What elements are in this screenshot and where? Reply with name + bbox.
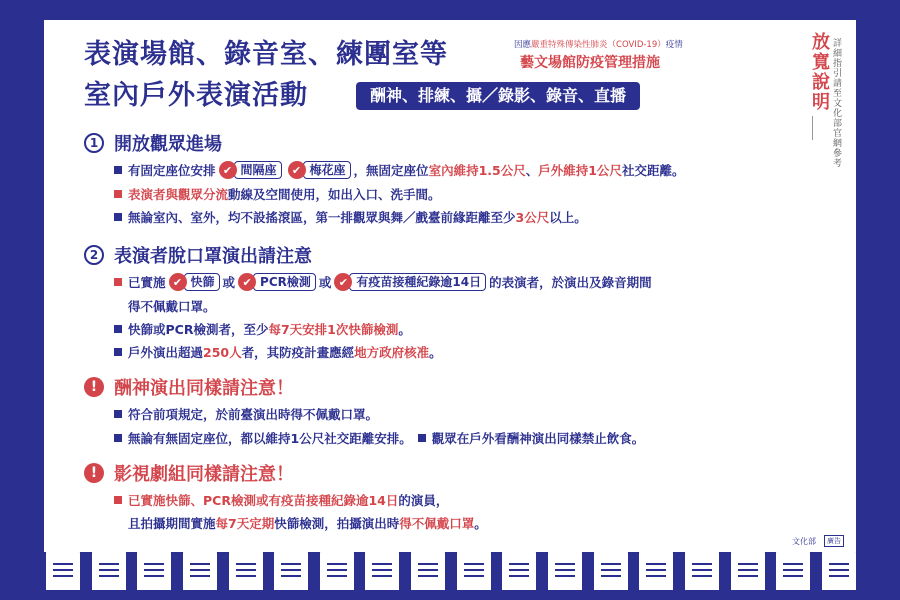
strip-tab-icon [776,550,810,590]
section-2-item-1: 已實施 ✔ 快篩 或 ✔ PCR檢測 或 ✔ 有疫苗接種紀錄逾14日 的表演者，於演出及錄音期間 [114,273,652,291]
exclamation-icon: ! [84,463,104,483]
strip-tab-icon [365,550,399,590]
bullet-icon [114,190,122,198]
check-icon: ✔ [219,161,237,179]
bullet-icon [418,434,426,442]
section-4-item-1: 已實施快篩、PCR檢測或有疫苗接種紀錄逾14日 的演員， [114,491,448,509]
bullet-icon [114,325,122,333]
section-2-heading: 2 表演者脫口罩演出請注意 [84,242,312,268]
check-icon: ✔ [238,273,256,291]
page-title: 表演場館、錄音室、練團室等 [84,39,448,70]
ad-label: 廣告 [824,535,844,547]
number-1-icon: 1 [84,133,104,153]
section-4-heading: ! 影視劇組同樣請注意！ [84,460,294,486]
section-3-item-1: 符合前項規定，於前臺演出時得不佩戴口罩。 [114,405,378,423]
activities-pill: 酬神、排練、攝／錄影、錄音、直播 [356,82,640,110]
decorative-film-strip [46,550,856,590]
strip-tab-icon [639,550,673,590]
bullet-icon [114,410,122,418]
section-4-item-2: 且拍攝期間實施 每7天定期 快篩檢測，拍攝演出時 得不佩戴口罩 。 [128,516,487,531]
reference-note: 詳細指引請至文化部官網參考 [831,38,841,168]
strip-tab-icon [685,550,719,590]
check-icon: ✔ [334,273,352,291]
exclamation-icon: ! [84,377,104,397]
strip-tab-icon [822,550,856,590]
check-tag-rapid-test: ✔ 快篩 [169,273,220,291]
check-tag-vaccinated: ✔ 有疫苗接種紀錄逾14日 [334,273,486,291]
strip-tab-icon [320,550,354,590]
section-1-item-1: 有固定座位安排 ✔ 間隔座 ✔ 梅花座 ，無固定座位 室內維持1.5公尺 、 戶外維持1公尺 社交距離。 [114,161,684,179]
bullet-icon [114,348,122,356]
section-3-item-2: 無論有無固定座位，都以維持1公尺社交距離安排。 觀眾在戶外看酬神演出同樣禁止飲食。 [114,429,644,447]
section-2-item-3: 戶外演出超過 250人 者，其防疫計畫應經 地方政府核准 。 [114,343,442,361]
strip-tab-icon [229,550,263,590]
check-tag-staggered-seating: ✔ 梅花座 [288,161,351,179]
relaxed-label: 放寬說明 [809,32,830,112]
measures-title: 藝文場館防疫管理措施 [520,55,660,71]
section-1-item-3: 無論室內、室外，均不設搖滾區，第一排觀眾與舞／戲臺前緣距離至少 3公尺 以上。 [114,208,587,226]
section-1-item-2: 表演者與觀眾分流 動線及空間使用，如出入口、洗手間。 [114,185,441,203]
strip-tab-icon [548,550,582,590]
strip-tab-icon [502,550,536,590]
strip-tab-icon [183,550,217,590]
strip-tab-icon [594,550,628,590]
strip-tab-icon [731,550,765,590]
bullet-icon [114,434,122,442]
ministry-logo: 文化部 [792,537,816,546]
notice-card [44,20,856,552]
bullet-icon [114,213,122,221]
strip-tab-icon [92,550,126,590]
bullet-icon [114,496,122,504]
context-note: 因應嚴重特殊傳染性肺炎（COVID-19）疫情 [514,40,683,50]
bullet-icon [114,278,122,286]
section-1-heading: 1 開放觀眾進場 [84,130,222,156]
check-tag-pcr: ✔ PCR檢測 [238,273,316,291]
number-2-icon: 2 [84,245,104,265]
check-icon: ✔ [288,161,306,179]
strip-tab-icon [411,550,445,590]
strip-tab-icon [457,550,491,590]
section-3-heading: ! 酬神演出同樣請注意！ [84,374,294,400]
strip-tab-icon [46,550,80,590]
strip-tab-icon [137,550,171,590]
check-tag-spaced-seating: ✔ 間隔座 [219,161,282,179]
bullet-icon [114,166,122,174]
vertical-divider [812,116,813,140]
check-icon: ✔ [169,273,187,291]
section-2-item-1-continued: 得不佩戴口罩。 [128,299,216,314]
strip-tab-icon [274,550,308,590]
page-subtitle: 室內戶外表演活動 [84,80,308,111]
section-2-item-2: 快篩或PCR檢測者，至少 每7天安排1次快篩檢測 。 [114,320,411,338]
